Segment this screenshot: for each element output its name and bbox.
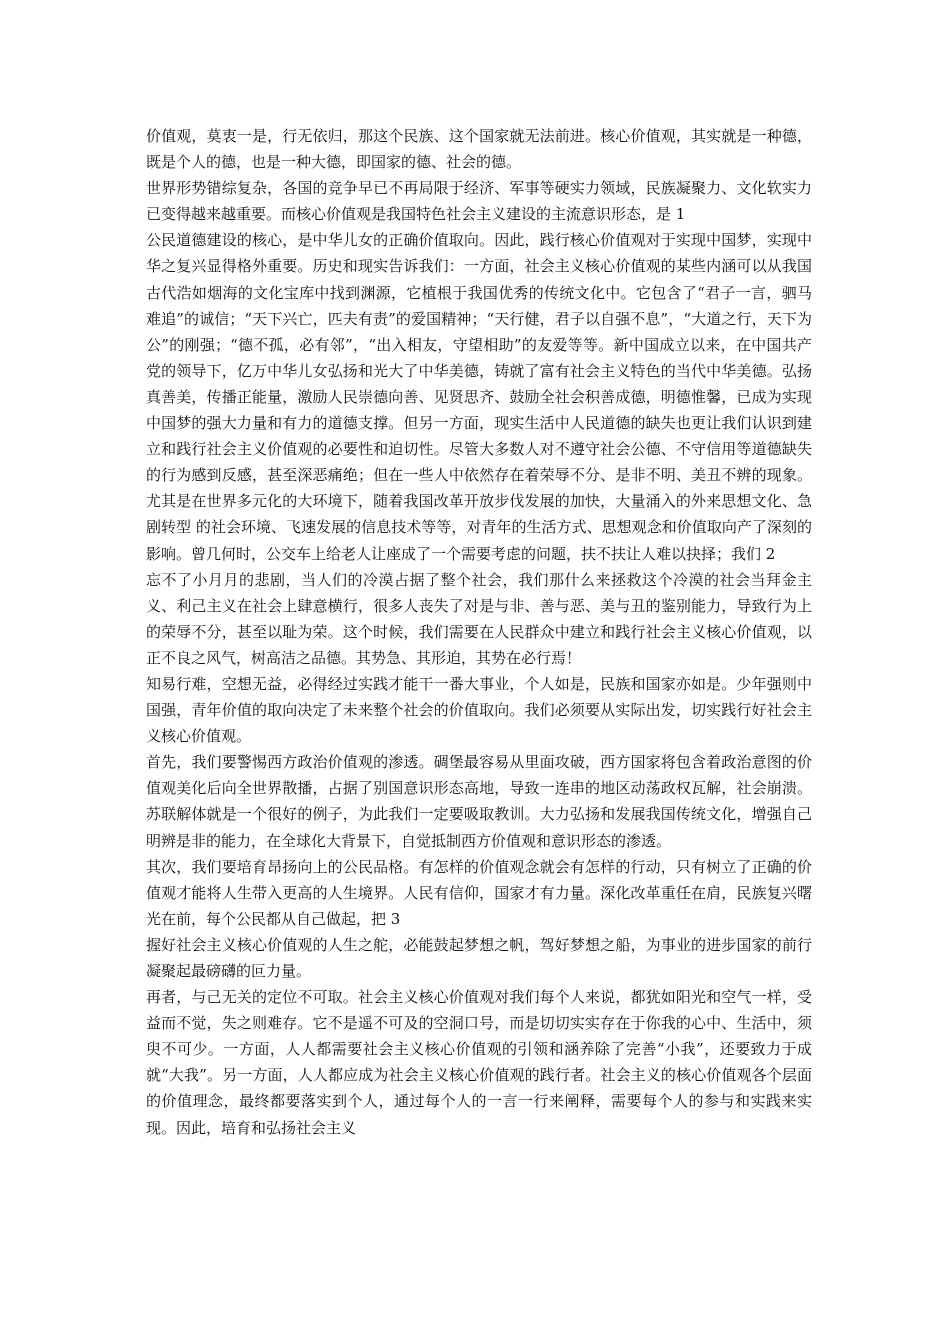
paragraph-7: 其次，我们要培育昂扬向上的公民品格。有怎样的价值观念就会有怎样的行动，只有树立了正确的价值观才能将人生带入更高的人生境界。人民有信仰，国家才有力量。深化改革重任在肩，民族复兴曙光在前，每个公民都从自己做起，把 3 (146, 857, 812, 928)
paragraph-8: 握好社会主义核心价值观的人生之舵，必能鼓起梦想之帆，驾好梦想之船，为事业的进步国家的前行凝聚起最磅礴的叵力量。 (146, 935, 812, 980)
document-body (146, 123, 812, 1141)
paragraph-6: 首先，我们要警惕西方政治价值观的渗透。碉堡最容易从里面攻破，西方国家将包含着政治意图的价值观美化后向全世界散播，占据了别国意识形态高地，导致一连串的地区动荡政权瓦解，社会崩溃。苏联解体就是一个很好的例子，为此我们一定要吸取教训。大力弘扬和发展我国传统文化，增强自己明辨是非的能力，在全球化大背景下，自觉抵制西方价值观和意识形态的渗透。 (146, 753, 812, 850)
paragraph-5: 知易行难，空想无益，必得经过实践才能干一番大事业，个人如是，民族和国家亦如是。少年强则中国强，青年价值的取向决定了未来整个社会的价值取向。我们必须要从实际出发，切实践行好社会主义核心价值观。 (146, 674, 812, 746)
paragraph-1: 价值观，莫衷一是，行无依归，那这个民族、这个国家就无法前进。核心价值观，其实就是一种德，既是个人的德，也是一种大德，即国家的德、社会的德。 (146, 127, 812, 172)
paragraph-2: 世界形势错综复杂，各国的竞争早已不再局限于经济、军事等硬实力领域，民族凝聚力、文化软实力已变得越来越重要。而核心价值观是我国特色社会主义建设的主流意识形态，是 1 (146, 179, 812, 224)
paragraph-3: 公民道德建设的核心，是中华儿女的正确价值取向。因此，践行核心价值观对于实现中国梦，实现中华之复兴显得格外重要。历史和现实告诉我们：一方面，社会主义核心价值观的某些内涵可以从我国古代浩如烟海的文化宝库中找到渊源，它植根于我国优秀的传统文化中。它包含了“君子一言，驷马难追”的诚信；“天下兴亡，匹夫有责”的爱国精神；“天行健，君子以自强不息”，“大道之行，天下为公”的刚强；“德不孤，必有邻”，“出入相友，守望相助”的友爱等等。新中国成立以来，在中国共产党的领导下，亿万中华儿女弘扬和光大了中华美德，铸就了富有社会主义特色的当代中华美德。弘扬真善美，传播正能量，激励人民崇德向善、见贤思齐、鼓励全社会积善成德，明德惟馨，已成为实现中国梦的强大力量和有力的道德支撑。但另一方面，现实生活中人民道德的缺失也更让我们认识到建立和践行社会主义价值观的必要性和迫切性。尽管大多数人对不遵守社会公德、不守信用等道德缺失的行为感到反感，甚至深恶痛绝；但在一些人中依然存在着荣辱不分、是非不明、美丑不辨的现象。尤其是在世界多元化的大环境下，随着我国改革开放步伐发展的加快，大量涌入的外来思想文化、急剧转型 的社会环境、飞速发展的信息技术等等，对青年的生活方式、思想观念和价值取向产了深刻的影响。曾几何时，公交车上给老人让座成了一个需要考虑的问题，扶不扶让人难以抉择；我们 2 (146, 231, 812, 563)
paragraph-4: 忘不了小月月的悲剧，当人们的冷漠占据了整个社会，我们那什么来拯救这个冷漠的社会当拜金主义、利己主义在社会上肆意横行，很多人丧失了对是与非、善与恶、美与丑的鉴别能力，导致行为上的荣辱不分，甚至以耻为荣。这个时候，我们需要在人民群众中建立和践行社会主义核心价值观，以正不良之风气，树高洁之品德。其势急、其形迫，其势在必行焉！ (146, 570, 812, 667)
paragraph-9: 再者，与己无关的定位不可取。社会主义核心价值观对我们每个人来说，都犹如阳光和空气一样，受益而不觉，失之则难存。它不是遥不可及的空洞口号，而是切切实实存在于你我的心中、生活中，须臾不可少。一方面，人人都需要社会主义核心价值观的引领和涵养除了完善“小我”，还要致力于成就“大我”。另一方面，人人都应成为社会主义核心价值观的践行者。社会主义的核心价值观各个层面的价值理念，最终都要落实到个人，通过每个人的一言一行来阐释，需要每个人的参与和实践来实现。因此，培育和弘扬社会主义 (146, 988, 812, 1137)
